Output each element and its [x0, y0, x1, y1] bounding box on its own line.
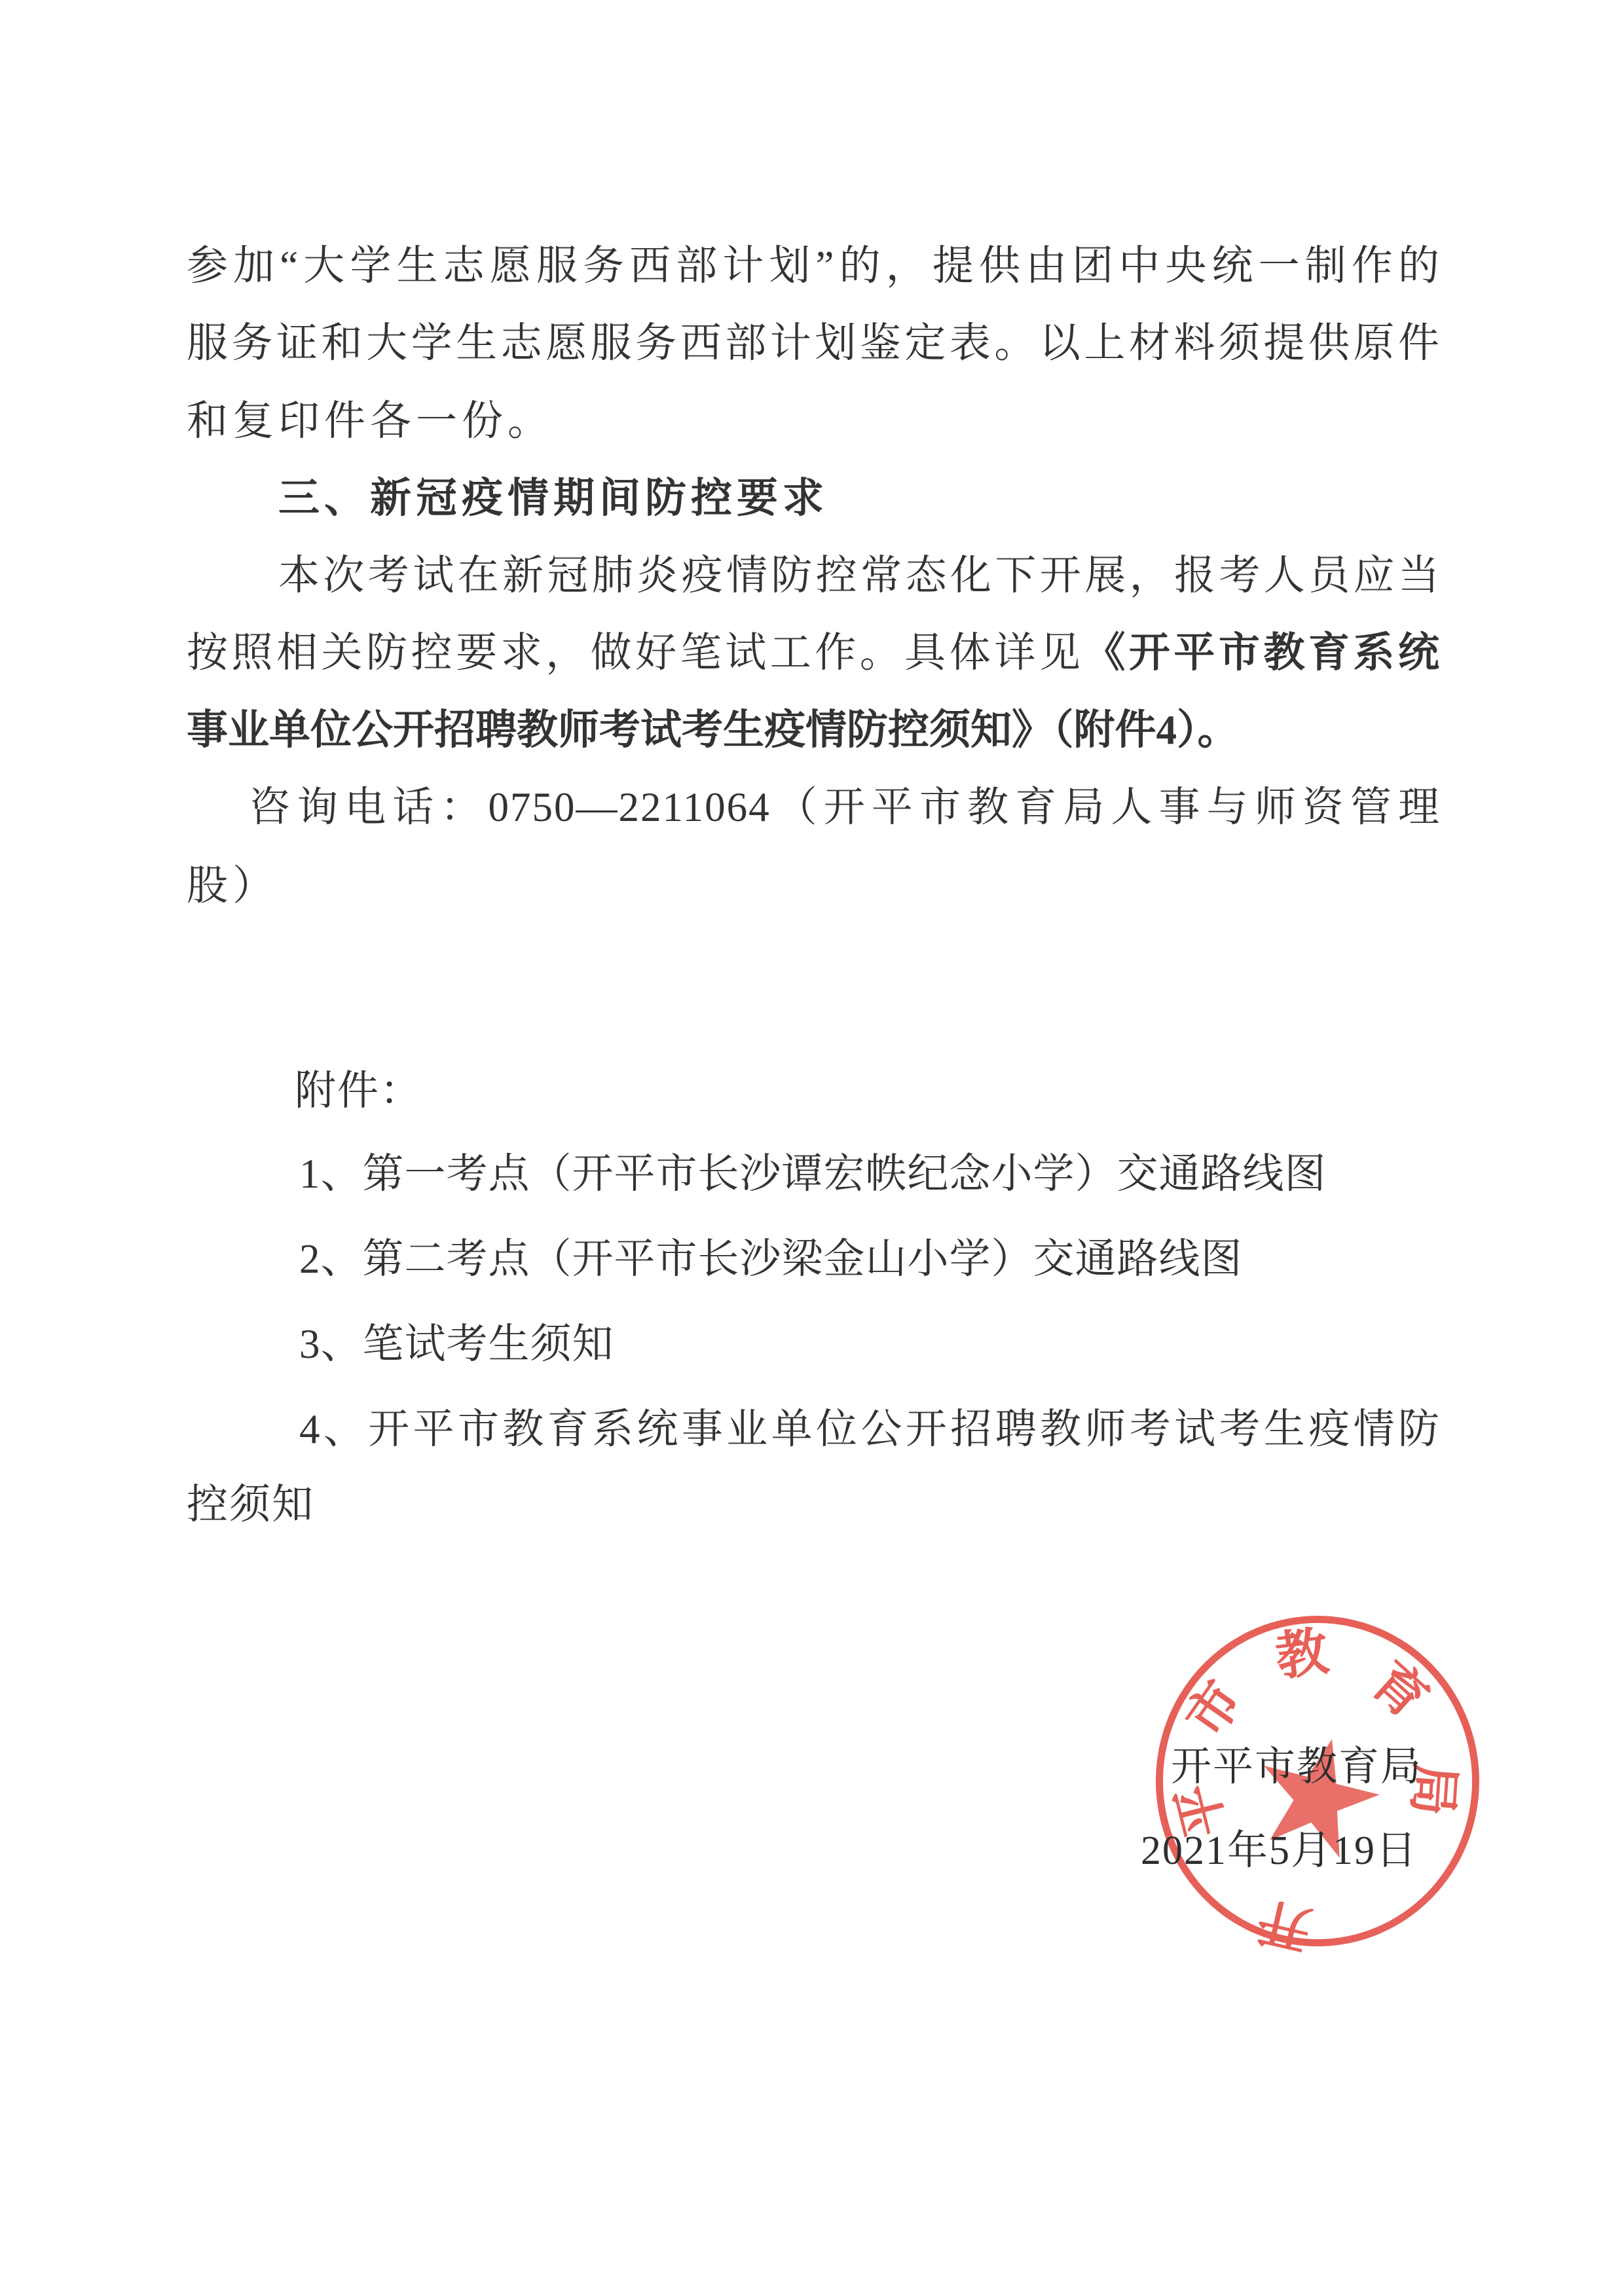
body-line: 参加“大学生志愿服务西部计划”的，提供由团中央统一制作的 [187, 243, 1441, 289]
attachment-item: 1、第一考点（开平市长沙谭宏帙纪念小学）交通路线图 [299, 1151, 1327, 1197]
seal-ring-char: 平 [1168, 1777, 1237, 1842]
contact-line: 股） [187, 863, 278, 909]
seal-ring-char: 局 [1402, 1760, 1464, 1817]
body-text-regular: 按照相关防控要求，做好笔试工作。具体详见 [187, 630, 1084, 676]
body-line: 和复印件各一份。 [187, 398, 553, 444]
attachment-item: 3、笔试考生须知 [299, 1321, 614, 1367]
body-line [187, 629, 1441, 676]
attachment-item: 2、第二考点（开平市长沙梁金山小学）交通路线图 [299, 1236, 1243, 1282]
seal-ring-char: 开 [1252, 1890, 1317, 1959]
attachments-label: 附件： [295, 1068, 422, 1114]
attachment-item: 4、开平市教育系统事业单位公开招聘教师考试考生疫情防 [299, 1406, 1441, 1452]
attachment-item-continuation: 控须知 [187, 1482, 314, 1527]
section-heading: 三、新冠疫情期间防控要求 [278, 475, 828, 521]
seal-ring-char: 育 [1360, 1651, 1438, 1730]
contact-line: 咨询电话：0750—2211064（开平市教育局人事与师资管理 [249, 784, 1441, 830]
body-text-bold: 《开平市教育系统 [1084, 630, 1441, 676]
body-line: 本次考试在新冠肺炎疫情防控常态化下开展，报考人员应当 [278, 553, 1441, 598]
signature-org: 开平市教育局 [1171, 1745, 1423, 1789]
seal-ring-char: 教 [1272, 1622, 1332, 1686]
body-line: 事业单位公开招聘教师考试考生疫情防控须知》（附件4）。 [187, 707, 1239, 753]
seal-ring-char: 市 [1176, 1671, 1254, 1747]
signature-date: 2021年5月19日 [1141, 1829, 1418, 1873]
body-line: 服务证和大学生志愿服务西部计划鉴定表。以上材料须提供原件 [187, 320, 1441, 366]
